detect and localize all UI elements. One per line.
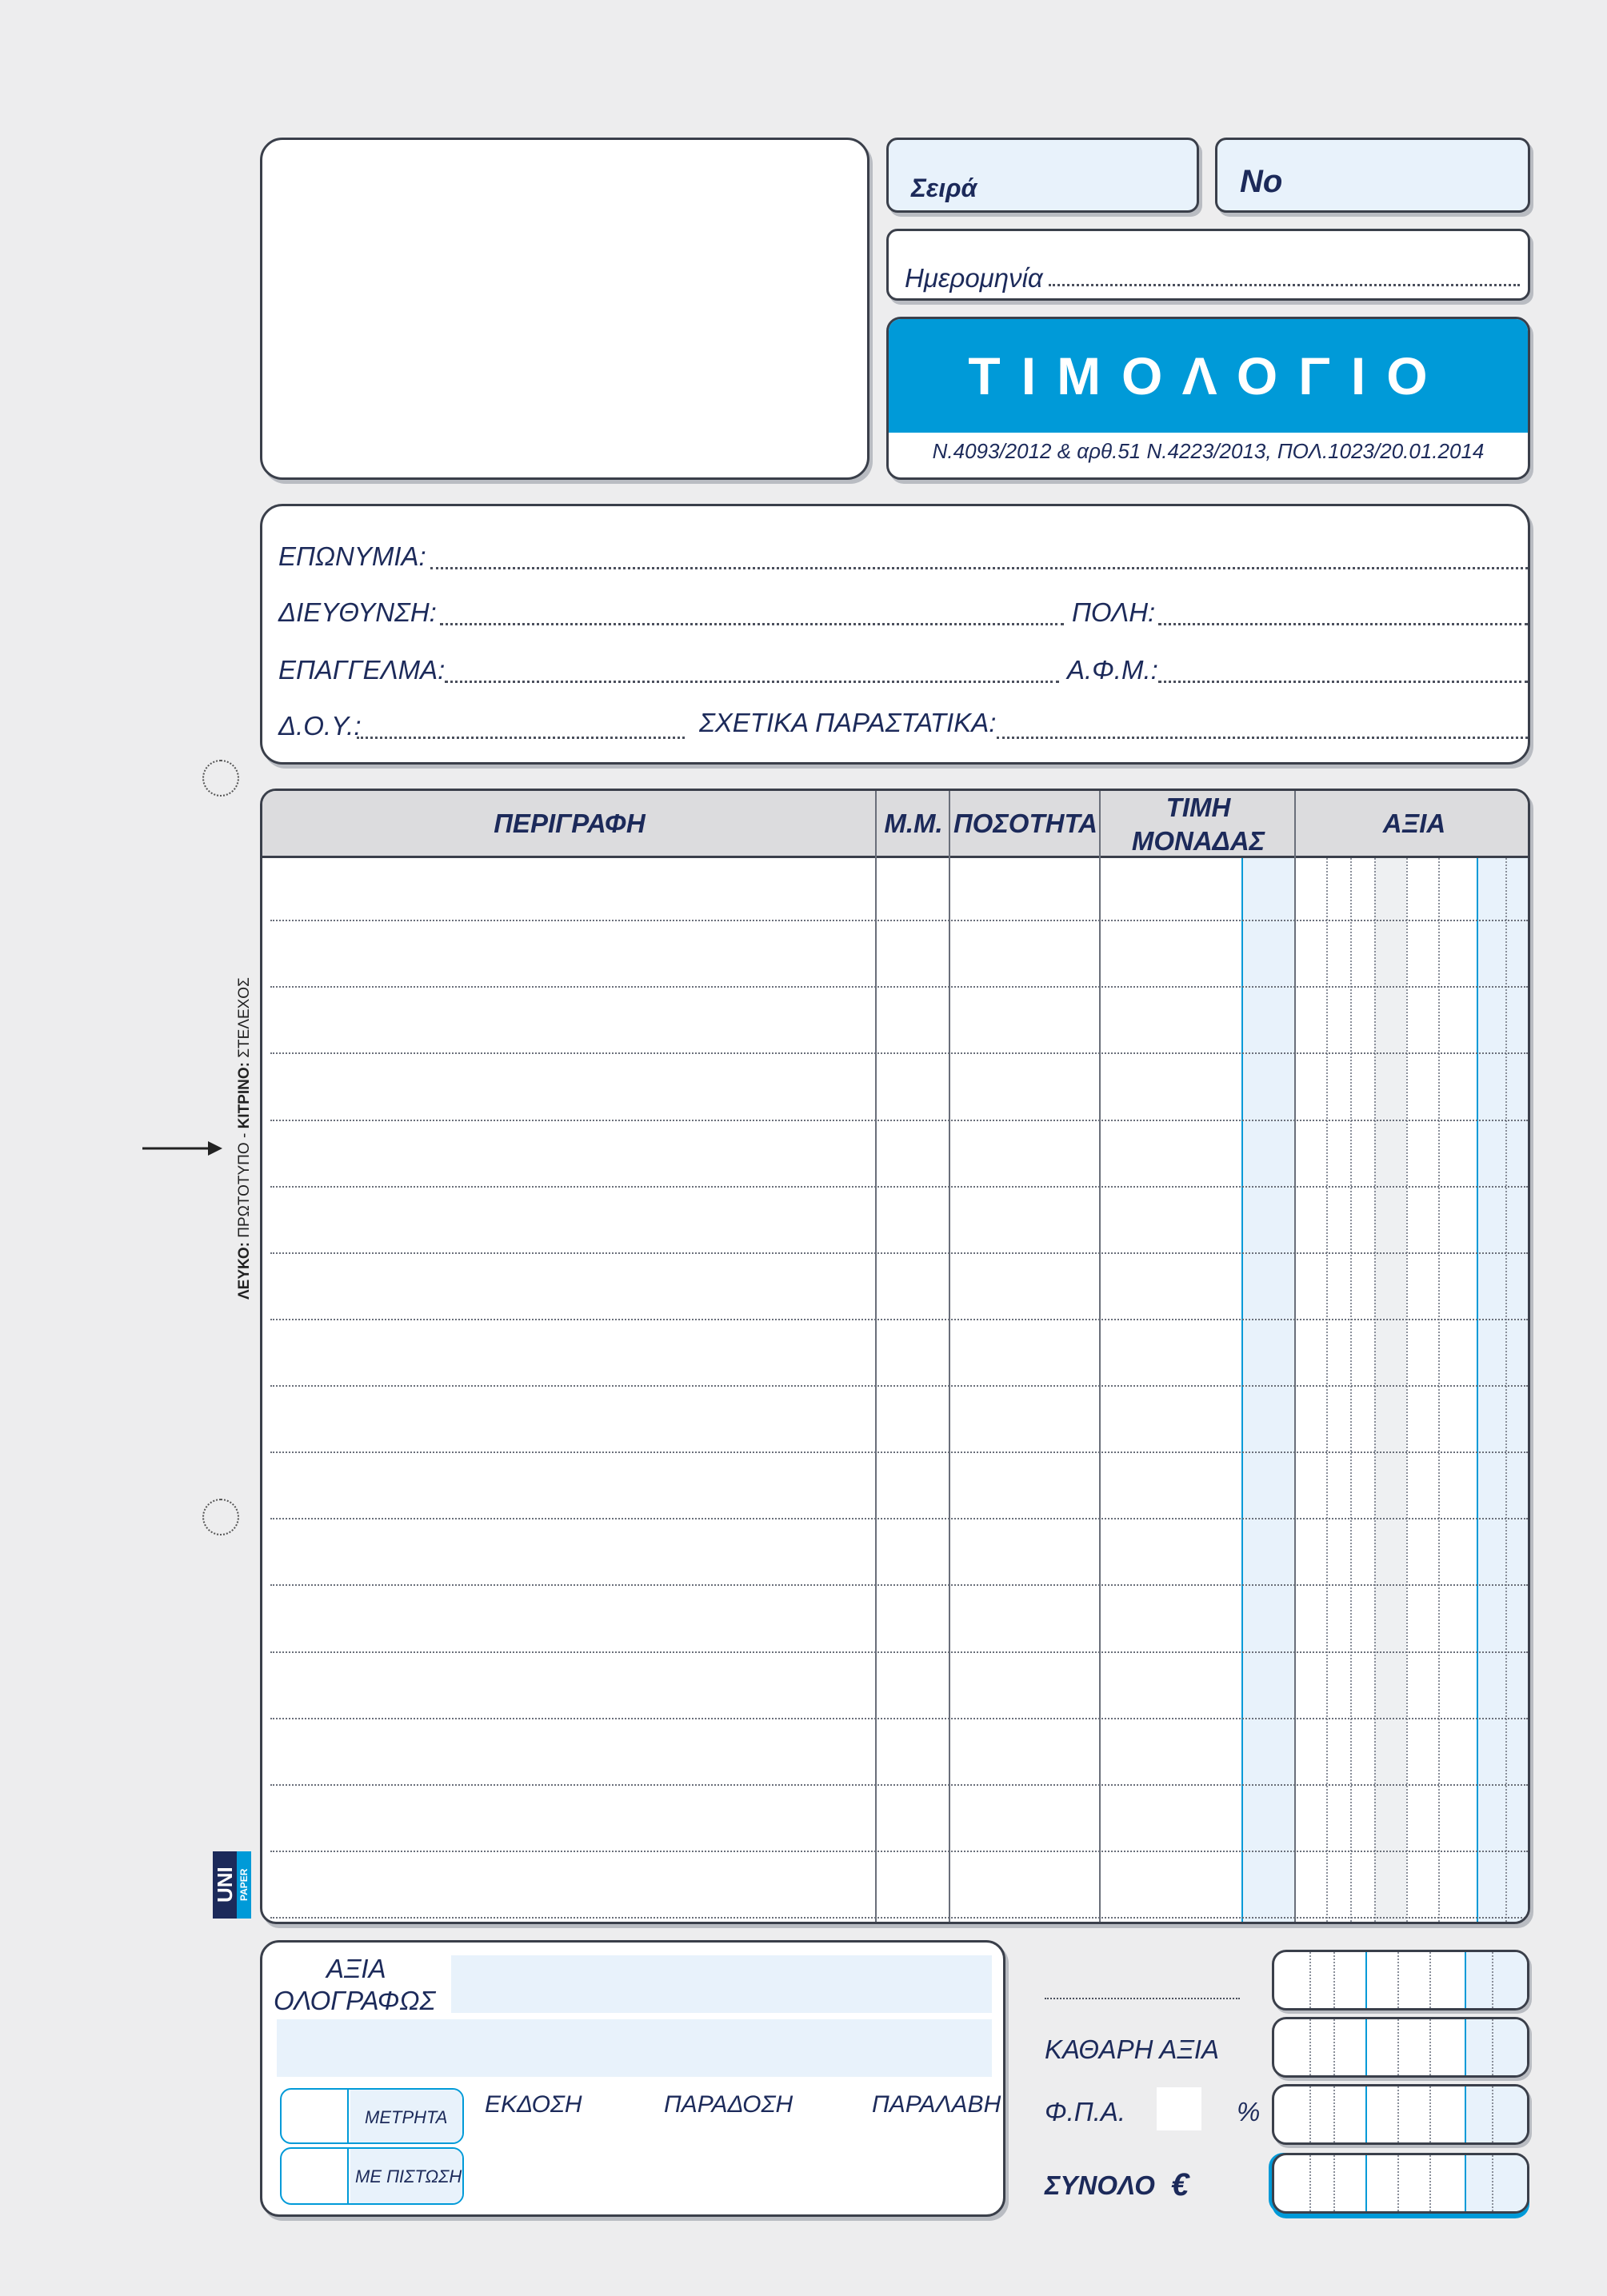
digit-divider — [1309, 2086, 1311, 2142]
digit-divider — [1350, 858, 1352, 1922]
digit-divider — [1365, 2155, 1367, 2211]
col-divider — [949, 791, 950, 1922]
digit-divider — [1492, 1952, 1493, 2008]
city-label: ΠΟΛΗ: — [1072, 597, 1156, 627]
digit-divider — [1492, 2155, 1493, 2211]
digit-divider — [1309, 2155, 1311, 2211]
title-box — [886, 317, 1530, 480]
delivery-label: ΠΑΡΑΔΟΣΗ — [664, 2091, 794, 2118]
cents-strip — [1465, 2019, 1527, 2075]
table-row[interactable] — [270, 1385, 1528, 1387]
customer-details — [260, 504, 1530, 765]
copy-note-yellow: ΚΙΤΡΙΝΟ: — [236, 1062, 253, 1129]
price-cents-divider — [1241, 858, 1243, 1922]
digit-divider — [1397, 2086, 1399, 2142]
net-value-box[interactable] — [1272, 2017, 1529, 2078]
digit-divider — [1492, 2019, 1493, 2075]
stamp-area — [260, 138, 869, 480]
table-row[interactable] — [270, 1718, 1528, 1719]
digit-divider — [1333, 2086, 1335, 2142]
punch-hole-top — [202, 760, 239, 797]
col-quantity: ΠΟΣΟΤΗΤΑ — [953, 809, 1098, 838]
table-row[interactable] — [270, 1451, 1528, 1453]
digit-divider — [1309, 1952, 1311, 2008]
number-label: No — [1240, 164, 1283, 199]
digit-divider — [1333, 2155, 1335, 2211]
col-unit: Μ.Μ. — [884, 809, 943, 838]
digit-divider — [1333, 1952, 1335, 2008]
table-row[interactable] — [270, 986, 1528, 988]
digit-divider — [1505, 858, 1507, 1922]
price-cents-strip — [1243, 858, 1296, 1922]
receipt-label: ΠΑΡΑΛΑΒΗ — [872, 2091, 1001, 2118]
name-field[interactable] — [430, 567, 1528, 569]
digit-divider — [1492, 2086, 1493, 2142]
legal-note: Ν.4093/2012 & αρθ.51 Ν.4223/2013, ΠΟΛ.1023/20.01.2014 — [932, 439, 1485, 463]
table-row[interactable] — [270, 1584, 1528, 1586]
table-row[interactable] — [270, 1784, 1528, 1786]
value-cents-strip — [1478, 858, 1530, 1922]
related-docs-label: ΣΧΕΤΙΚΑ ΠΑΡΑΣΤΑΤΙΚΑ: — [699, 708, 997, 737]
col-divider — [1099, 791, 1101, 1922]
cents-strip — [1465, 2155, 1527, 2211]
digit-divider — [1326, 858, 1328, 1922]
address-field[interactable] — [440, 623, 1064, 625]
credit-label: ΜΕ ΠΙΣΤΩΣΗ — [355, 2166, 462, 2186]
profession-field[interactable] — [445, 681, 1059, 683]
cents-strip — [1465, 1952, 1527, 2008]
logo-paper: PAPER — [237, 1851, 251, 1919]
digit-divider — [1465, 2155, 1466, 2211]
items-table — [260, 789, 1530, 1924]
cash-label: ΜΕΤΡΗΤΑ — [365, 2107, 448, 2127]
table-row[interactable] — [270, 1851, 1528, 1852]
value-cents-divider — [1477, 858, 1478, 1922]
digit-divider — [1465, 2086, 1466, 2142]
digit-divider — [1429, 1952, 1431, 2008]
cash-checkbox[interactable] — [282, 2090, 349, 2142]
copy-note — [236, 977, 260, 1300]
digit-divider — [1429, 2019, 1431, 2075]
table-row[interactable] — [270, 1186, 1528, 1188]
vat-amount-box[interactable] — [1272, 2084, 1529, 2145]
amount-words-field-2[interactable] — [277, 2019, 992, 2077]
col-unit-price-1: ΤΙΜΗ — [1165, 793, 1231, 822]
amount-in-words-box — [260, 1940, 1005, 2217]
digit-divider — [1465, 1952, 1466, 2008]
table-row[interactable] — [270, 1319, 1528, 1320]
amount-words-label-2: ΟΛΟΓΡΑΦΩΣ — [274, 1986, 436, 2015]
arrow-right-icon — [142, 1139, 222, 1158]
digit-divider — [1429, 2155, 1431, 2211]
total-box[interactable] — [1272, 2153, 1529, 2214]
document-title: ΤΙΜΟΛΟΓΙΟ — [968, 346, 1449, 405]
title-banner — [889, 319, 1528, 433]
address-label: ΔΙΕΥΘΥΝΣΗ: — [278, 597, 437, 627]
digit-divider — [1397, 1952, 1399, 2008]
related-docs-field[interactable] — [997, 737, 1528, 739]
payment-box — [280, 2088, 464, 2205]
net-value-label: ΚΑΘΑΡΗ ΑΞΙΑ — [1045, 2034, 1219, 2064]
total-label: ΣΥΝΟΛΟ — [1045, 2170, 1155, 2200]
digit-divider — [1429, 2086, 1431, 2142]
tax-office-field[interactable] — [357, 737, 685, 739]
vat-field[interactable] — [1158, 681, 1528, 683]
vat-label: Α.Φ.Μ.: — [1067, 655, 1158, 685]
digit-divider — [1309, 2019, 1311, 2075]
amount-words-field-1[interactable] — [451, 1955, 992, 2013]
col-divider — [1294, 791, 1296, 1922]
value-mid-strip — [1374, 858, 1406, 1922]
col-unit-price-2: ΜΟΝΑΔΑΣ — [1131, 826, 1265, 856]
subtotal-box[interactable] — [1272, 1950, 1529, 2010]
credit-checkbox[interactable] — [282, 2149, 349, 2203]
percent-sign: % — [1237, 2097, 1261, 2126]
logo-uni: UNI — [213, 1851, 237, 1919]
cents-strip — [1465, 2086, 1527, 2142]
tax-office-label: Δ.Ο.Υ.: — [278, 711, 362, 741]
credit-option[interactable] — [280, 2147, 464, 2205]
name-label: ΕΠΩΝΥΜΙΑ: — [278, 541, 426, 571]
issue-label: ΕΚΔΟΣΗ — [485, 2091, 582, 2118]
profession-label: ΕΠΑΓΓΕΛΜΑ: — [278, 655, 446, 685]
copy-note-original: ΠΡΩΤΟΤΥΠΟ - — [236, 1128, 253, 1243]
digit-divider — [1365, 2019, 1367, 2075]
digit-divider — [1374, 858, 1376, 1922]
digit-divider — [1333, 2019, 1335, 2075]
unipaper-logo — [213, 1851, 251, 1919]
digit-divider — [1438, 858, 1440, 1922]
euro-icon: € — [1171, 2167, 1189, 2202]
table-row[interactable] — [270, 1518, 1528, 1519]
date-label: Ημερομηνία — [905, 263, 1043, 293]
table-row[interactable] — [270, 1120, 1528, 1121]
vat-rate-field[interactable] — [1157, 2087, 1201, 2130]
vat-rate-label: Φ.Π.Α. — [1045, 2097, 1126, 2126]
date-dots — [1049, 284, 1520, 286]
amount-words-label-1: ΑΞΙΑ — [326, 1954, 386, 1983]
digit-divider — [1365, 1952, 1367, 2008]
series-label: Σειρά — [911, 174, 977, 202]
table-row[interactable] — [270, 1052, 1528, 1054]
col-value: ΑΞΙΑ — [1382, 809, 1446, 838]
table-row[interactable] — [270, 1252, 1528, 1254]
table-row[interactable] — [270, 1917, 1528, 1919]
digit-divider — [1465, 2019, 1466, 2075]
extra-line[interactable] — [1045, 1998, 1240, 1999]
punch-hole-bottom — [202, 1499, 239, 1535]
city-field[interactable] — [1158, 623, 1528, 625]
number-field[interactable] — [1215, 138, 1530, 213]
copy-note-white: ΛΕΥΚΟ: — [236, 1242, 253, 1300]
col-description: ΠΕΡΙΓΡΑΦΗ — [494, 809, 646, 838]
copy-note-stub: ΣΤΕΛΕΧΟΣ — [236, 977, 253, 1063]
cash-option[interactable] — [280, 2088, 464, 2144]
table-row[interactable] — [270, 1651, 1528, 1653]
col-divider — [875, 791, 877, 1922]
date-field[interactable] — [886, 229, 1530, 301]
digit-divider — [1397, 2155, 1399, 2211]
digit-divider — [1397, 2019, 1399, 2075]
digit-divider — [1365, 2086, 1367, 2142]
table-row[interactable] — [270, 920, 1528, 921]
series-field[interactable] — [886, 138, 1199, 213]
digit-divider — [1406, 858, 1408, 1922]
